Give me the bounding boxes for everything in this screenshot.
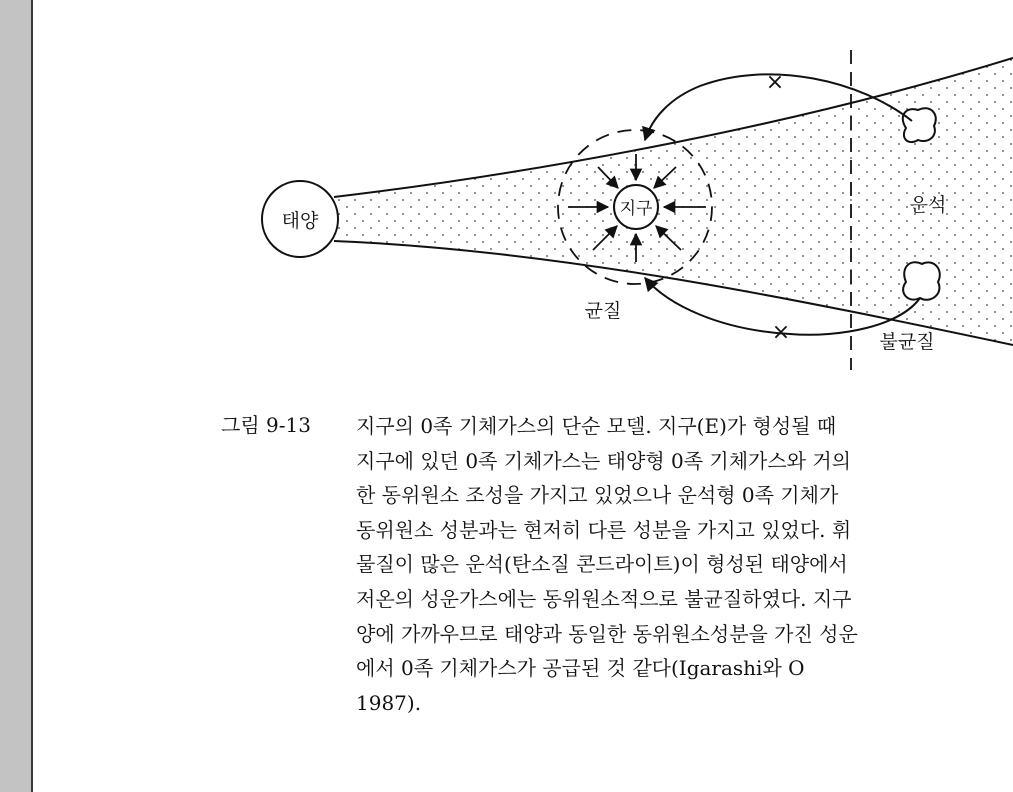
figure-label: 그림 9-13 [221,413,311,437]
lower-blocked-mark: × [771,320,791,345]
heterogeneous-label: 불균질 [879,331,935,353]
meteorite-blob-upper [903,108,936,142]
homogeneous-label: 균질 [584,300,622,322]
caption-line: 물질이 많은 운석(탄소질 콘드라이트)이 형성된 태양에서 [356,552,848,577]
caption-line: 동위원소 성분과는 현저히 다른 성분을 가지고 있었다. 휘 [356,517,852,542]
caption-line: 한 동위원소 조성을 가지고 있었으나 운석형 0족 기체가 [356,483,839,508]
caption-line: 1987). [356,690,422,715]
meteorite-label: 운석 [909,194,947,216]
earth-label: 지구 [619,199,653,219]
caption-line: 에서 0족 기체가스가 공급된 것 같다(Igarashi와 O [356,656,805,681]
caption-line: 양에 가까우므로 태양과 동일한 동위원소성분을 가진 성운 [356,621,858,646]
meteorite-blob-lower [903,262,940,300]
caption-line: 저온의 성운가스에는 동위원소적으로 불균질하였다. 지구 [356,586,852,611]
upper-blocked-mark: × [765,70,785,95]
caption-line: 지구에 있던 0족 기체가스는 태양형 0족 기체가스와 거의 [356,448,851,473]
figure-caption [356,409,858,720]
sun-label: 태양 [281,210,319,232]
caption-line: 지구의 0족 기체가스의 단순 모델. 지구(E)가 형성될 때 [356,414,837,438]
